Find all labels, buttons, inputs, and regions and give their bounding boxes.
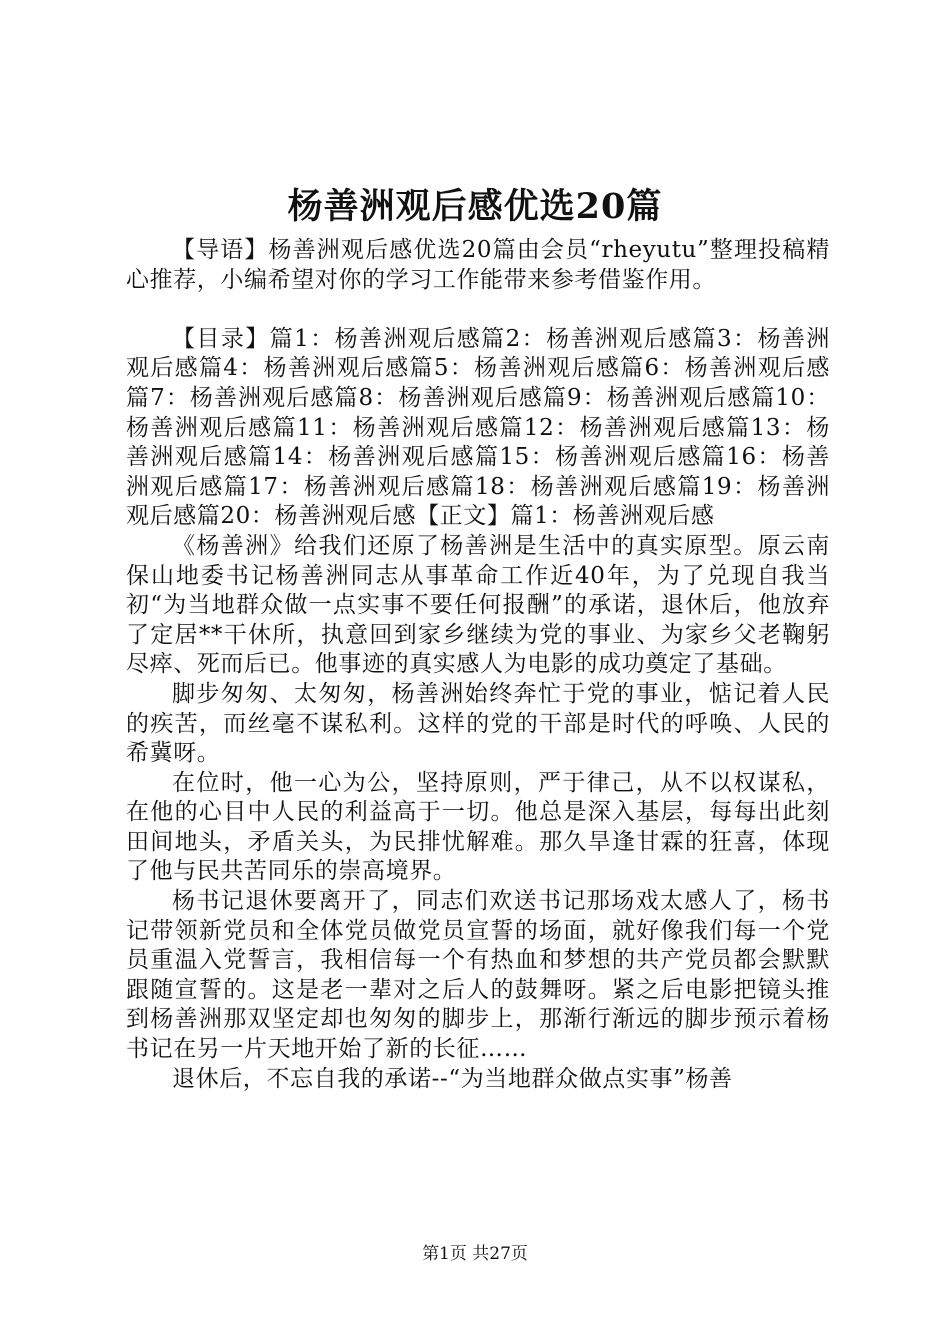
- page-footer: 第1页 共27页: [422, 1244, 528, 1264]
- body-paragraph: 杨书记退休要离开了，同志们欢送书记那场戏太感人了，杨书记带领新党员和全体党员做党员宣誓的场面，就好像我们每一个党员重温入党誓言，我相信每一个有热血和梦想的共产党员都会默默跟随宣誓的。这是老一辈对之后人的鼓舞呀。紧之后电影把镜头推到杨善洲那双坚定却也匆匆的脚步上，那渐行渐远的脚步预示着杨书记在另一片天地开始了新的长征……: [126, 888, 830, 1063]
- document-title: 杨善洲观后感优选20篇: [287, 186, 663, 227]
- body-paragraph: 脚步匆匆、太匆匆，杨善洲始终奔忙于党的事业，惦记着人民的疾苦，而丝毫不谋私利。这样的党的干部是时代的呼唤、人民的希冀呀。: [126, 680, 830, 767]
- table-of-contents-paragraph: 【目录】篇1：杨善洲观后感篇2：杨善洲观后感篇3：杨善洲观后感篇4：杨善洲观后感篇5：杨善洲观后感篇6：杨善洲观后感篇7：杨善洲观后感篇8：杨善洲观后感篇9：杨善洲观后感篇10：杨善洲观后感篇11：杨善洲观后感篇12：杨善洲观后感篇13：杨善洲观后感篇14：杨善洲观后感篇15：杨善洲观后感篇16：杨善洲观后感篇17：杨善洲观后感篇18：杨善洲观后感篇19：杨善洲观后感篇20：杨善洲观后感【正文】篇1：杨善洲观后感: [126, 325, 830, 530]
- intro-paragraph: 【导语】杨善洲观后感优选20篇由会员“rheyutu”整理投稿精心推荐，小编希望对你的学习工作能带来参考借鉴作用。: [126, 237, 830, 293]
- document-body: [126, 236, 830, 1094]
- body-paragraph: 《杨善洲》给我们还原了杨善洲是生活中的真实原型。原云南保山地委书记杨善洲同志从事革命工作近40年，为了兑现自我当初“为当地群众做一点实事不要任何报酬”的承诺，退休后，他放弃了定居**干休所，执意回到家乡继续为党的事业、为家乡父老鞠躬尽瘁、死而后已。他事迹的真实感人为电影的成功奠定了基础。: [126, 532, 830, 678]
- body-paragraph: 在位时，他一心为公，坚持原则，严于律己，从不以权谋私，在他的心目中人民的利益高于一切。他总是深入基层，每每出此刻田间地头，矛盾关头，为民排忧解难。那久旱逢甘霖的狂喜，体现了他与民共苦同乐的崇高境界。: [126, 769, 830, 885]
- paragraph-gap: [126, 295, 830, 325]
- body-paragraph: 退休后，不忘自我的承诺--“为当地群众做点实事”杨善: [172, 1065, 733, 1092]
